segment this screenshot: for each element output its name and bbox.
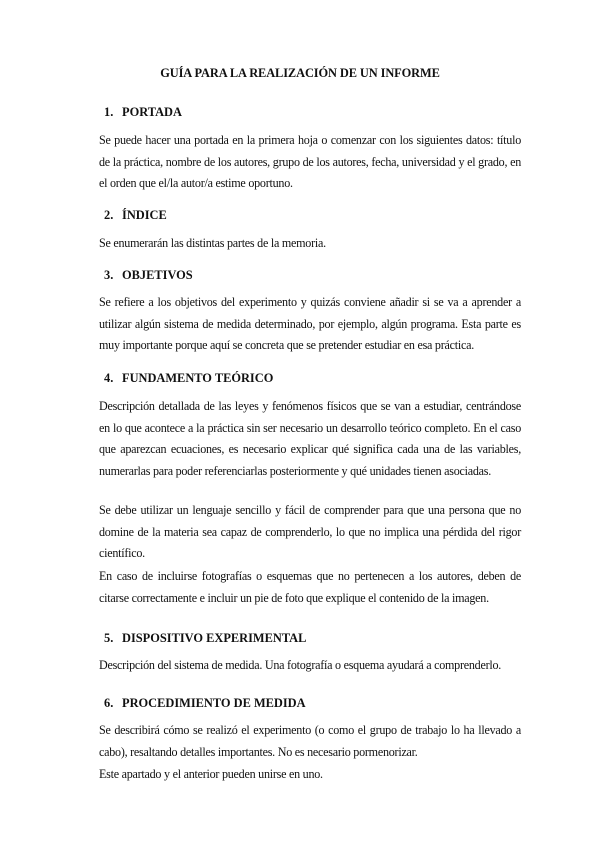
paragraph-fundamento-3: En caso de incluirse fotografías o esquemas que no pertenecen a los autores, deben de citarse correctamente e incluir un pie de foto que explique el contenido de la imagen. [99,569,521,605]
paragraph-indice: Se enumerarán las distintas partes de la memoria. [99,236,326,250]
section-heading-dispositivo-experimental [104,631,306,646]
paragraph-fundamento-2: Se debe utilizar un lenguaje sencillo y fácil de comprender para que una persona que no domine de la materia sea capaz de comprenderlo, lo que no implica una pérdida del rigor científico. [99,503,521,561]
document-title: GUÍA PARA LA REALIZACIÓN DE UN INFORME [160,66,440,80]
paragraph-procedimiento-1: Se describirá cómo se realizó el experimento (o como el grupo de trabajo lo ha llevado a cabo), resaltando detalles importantes. No es necesario pormenorizar. [99,723,521,759]
section-title: PORTADA [122,105,182,119]
section-title: ÍNDICE [122,208,167,222]
section-title: OBJETIVOS [122,268,193,282]
section-number: 5. [104,631,114,645]
paragraph-dispositivo: Descripción del sistema de medida. Una fotografía o esquema ayudará a comprenderlo. [99,658,502,672]
section-number: 4. [104,371,114,385]
paragraph-procedimiento-2: Este apartado y el anterior pueden unirse en uno. [99,767,323,781]
section-number: 6. [104,696,114,710]
paragraph-objetivos: Se refiere a los objetivos del experimento y quizás conviene añadir si se va a aprender a utilizar algún sistema de medida determinado, por ejemplo, algún programa. Esta parte es muy importante porque aquí se concreta que se pretender estudiar en esa práctica. [99,295,521,353]
section-heading-objetivos [104,268,193,283]
section-title: PROCEDIMIENTO DE MEDIDA [122,696,306,710]
section-number: 1. [104,105,114,119]
section-title: FUNDAMENTO TEÓRICO [122,371,274,385]
section-number: 2. [104,208,114,222]
section-number: 3. [104,268,114,282]
section-heading-fundamento-teorico [104,371,273,386]
paragraph-fundamento-1: Descripción detallada de las leyes y fenómenos físicos que se van a estudiar, centrándose en lo que acontece a la práctica sin ser necesario un desarrollo teórico completo. En el caso que aparezcan ecuaciones, es necesario explicar qué significa cada una de las variables, numerarlas para poder referenciarlas posteriormente y qué unidades tienen asociadas. [99,399,521,478]
section-heading-portada [104,105,182,120]
paragraph-portada: Se puede hacer una portada en la primera hoja o comenzar con los siguientes datos: título de la práctica, nombre de los autores, grupo de los autores, fecha, universidad y el grado, en el orden que el/la autor/a estime oportuno. [99,133,521,191]
section-heading-procedimiento-medida [104,696,306,711]
section-heading-indice [104,208,167,223]
section-title: DISPOSITIVO EXPERIMENTAL [122,631,307,645]
